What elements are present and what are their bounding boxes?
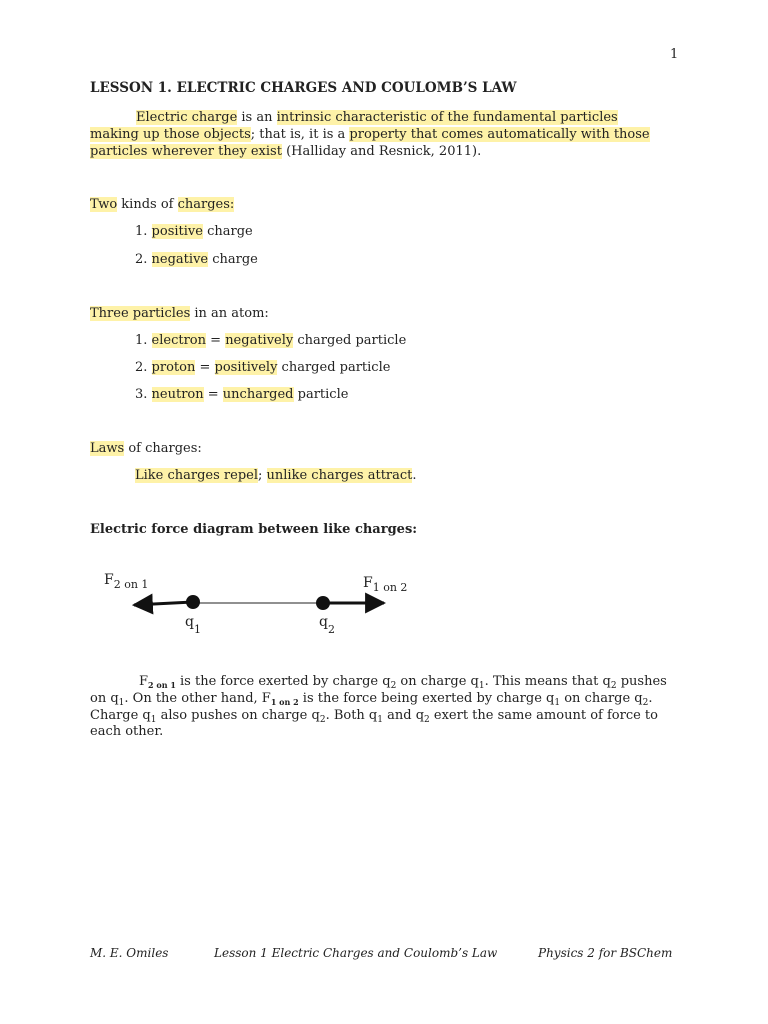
- text-span: exert the same amount of force to: [429, 708, 658, 723]
- item-number: 3.: [135, 387, 152, 402]
- text-span: . This means that q: [484, 674, 611, 689]
- text-span: on q: [90, 691, 119, 706]
- subscript: 1: [118, 698, 125, 708]
- text-span: on charge q: [396, 674, 479, 689]
- footer-course: Physics 2 for BSChem: [538, 946, 673, 960]
- diagram-heading: Electric force diagram between like charges:: [90, 522, 418, 537]
- text-span: kinds of: [117, 197, 178, 212]
- highlight: positively: [214, 360, 278, 375]
- subscript: 1: [478, 681, 485, 691]
- highlight: Two: [90, 197, 118, 212]
- highlight: Laws: [90, 441, 125, 456]
- subscript: 2: [390, 681, 397, 691]
- label-f1on2: $F_{1 on 2}$: [363, 575, 408, 594]
- text-span: of charges:: [124, 441, 202, 456]
- text-span: on charge q: [560, 691, 643, 706]
- subscript: 2: [610, 681, 617, 691]
- text-span: (Halliday and Resnick, 2011).: [281, 144, 482, 159]
- text-span: also pushes on charge q: [156, 708, 320, 723]
- item-number: 2.: [135, 252, 152, 267]
- text-span: ; that is, it is a: [250, 127, 350, 142]
- laws-heading: [90, 441, 202, 456]
- force-arrow-f2on1: [134, 602, 193, 605]
- subscript: 2: [642, 698, 649, 708]
- text-span: . On the other hand, F: [124, 691, 271, 706]
- label-q1: $q_1$: [185, 614, 201, 636]
- footer-lesson: Lesson 1 Electric Charges and Coulomb’s Law: [214, 946, 498, 960]
- text-span: ;: [258, 468, 267, 483]
- highlight: property that comes automatically with those: [349, 127, 650, 142]
- text-span: is the force exerted by charge q: [175, 674, 391, 689]
- text-span: charged particle: [277, 360, 391, 375]
- kinds-item-1: [135, 224, 253, 239]
- item-number: 1.: [135, 224, 152, 239]
- highlight: charges:: [177, 197, 235, 212]
- text-span: =: [195, 360, 215, 375]
- highlight: negative: [151, 252, 209, 267]
- page-title: LESSON 1. ELECTRIC CHARGES AND COULOMB’S LAW: [90, 80, 517, 96]
- text-span: charge: [202, 224, 253, 239]
- highlight: positive: [151, 224, 203, 239]
- subscript: 1: [377, 715, 383, 725]
- highlight: uncharged: [222, 387, 294, 402]
- text-span: Charge q: [90, 708, 151, 723]
- laws-statement: [135, 468, 417, 483]
- text-span: in an atom:: [190, 306, 269, 321]
- text-span: charge: [208, 252, 258, 267]
- footer-author: M. E. Omiles: [90, 946, 169, 960]
- highlight: electron: [151, 333, 207, 348]
- subscript: 1: [150, 715, 157, 725]
- subscript: 1 on 2: [270, 697, 299, 707]
- charge-q2-dot: [316, 596, 330, 610]
- subscript: 2: [424, 715, 430, 725]
- text-span: =: [203, 387, 223, 402]
- particles-heading: [90, 306, 269, 321]
- explanation-line-3: [90, 708, 658, 725]
- text-span: charged particle: [293, 333, 407, 348]
- kinds-heading: [90, 197, 234, 212]
- subscript: 2 on 1: [148, 680, 176, 690]
- text-span: is an: [237, 110, 277, 125]
- text-span: F: [139, 674, 149, 689]
- text-span: .: [648, 691, 653, 706]
- intro-line-3: [90, 144, 481, 159]
- highlight: negatively: [225, 333, 294, 348]
- intro-line-2: [90, 127, 650, 142]
- particle-item-proton: [135, 360, 390, 375]
- explanation-line-2: [90, 691, 653, 708]
- page-number: 1: [670, 47, 679, 62]
- text-span: is the force being exerted by charge q: [298, 691, 555, 706]
- force-diagram-svg: [90, 560, 430, 650]
- intro-line-1: [136, 110, 618, 125]
- highlight: proton: [151, 360, 196, 375]
- subscript: 2: [319, 715, 326, 725]
- highlight: unlike charges attract: [266, 468, 413, 483]
- highlight: Like charges repel: [135, 468, 259, 483]
- subscript: 1: [554, 698, 561, 708]
- item-number: 1.: [135, 333, 152, 348]
- text-span: and q: [383, 708, 425, 723]
- text-span: =: [206, 333, 226, 348]
- text-span: . Both q: [325, 708, 378, 723]
- highlight: making up those objects: [90, 127, 251, 142]
- text-span: .: [412, 468, 417, 483]
- explanation-line-1: [139, 674, 667, 691]
- highlight: Electric charge: [136, 110, 238, 125]
- text-span: pushes: [616, 674, 667, 689]
- highlight: particles wherever they exist: [90, 144, 282, 159]
- force-diagram: [90, 560, 430, 654]
- particle-item-electron: [135, 333, 406, 348]
- charge-q1-dot: [186, 595, 200, 609]
- item-number: 2.: [135, 360, 152, 375]
- kinds-item-2: [135, 252, 258, 267]
- highlight: neutron: [151, 387, 204, 402]
- highlight: intrinsic characteristic of the fundamental particles: [276, 110, 618, 125]
- highlight: Three particles: [90, 306, 191, 321]
- particle-item-neutron: [135, 387, 348, 402]
- label-q2: $q_2$: [319, 614, 335, 636]
- explanation-line-4: each other.: [90, 724, 164, 739]
- text-span: particle: [293, 387, 349, 402]
- label-f2on1: $F_{2 on 1}$: [104, 572, 149, 591]
